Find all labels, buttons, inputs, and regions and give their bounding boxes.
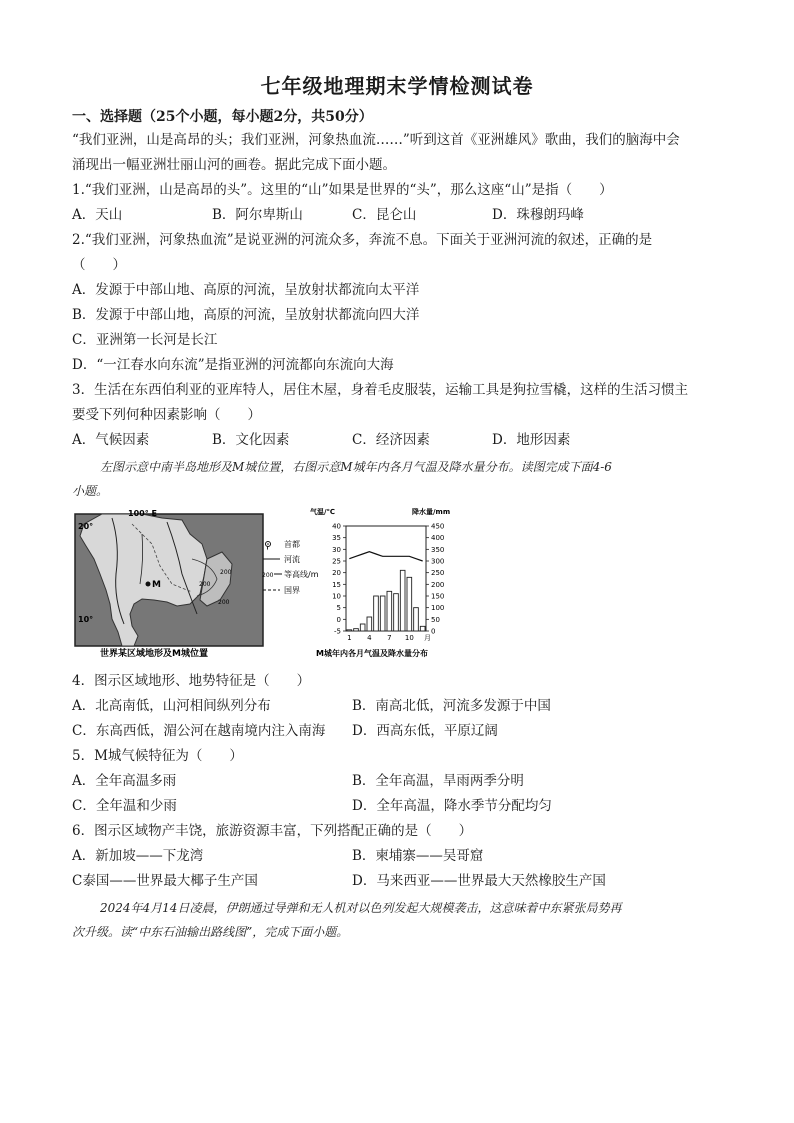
question-3-stem-cont: 要受下列何种因素影响（ ） xyxy=(72,407,261,423)
q1-option-b: B．阿尔卑斯山 xyxy=(212,207,303,223)
page-title: 七年级地理期末学情检测试卷 xyxy=(260,74,534,98)
indochina-map xyxy=(72,504,268,664)
temp-tick-label: 10 xyxy=(332,592,341,601)
precip-bar xyxy=(360,624,365,631)
precip-tick-label: 250 xyxy=(431,569,445,578)
q6-option-d: D．马来西亚——世界最大天然橡胶生产国 xyxy=(352,873,606,889)
city-m-marker xyxy=(146,582,151,587)
temp-tick-label: 5 xyxy=(336,604,341,613)
legend-border: 国界 xyxy=(284,586,300,595)
climate-chart xyxy=(308,504,466,664)
contour-label-1: 200 xyxy=(199,581,211,588)
intro3-line-2: 次升级。读“中东石油输出路线图”，完成下面小题。 xyxy=(72,925,349,939)
q2-option-c: C．亚洲第一长河是长江 xyxy=(72,332,218,348)
temp-tick-label: -5 xyxy=(334,627,341,636)
x-axis-label: 月 xyxy=(424,634,431,642)
legend-contour: 等高线/m xyxy=(284,570,319,579)
temp-tick-label: 40 xyxy=(332,522,341,531)
precip-tick-label: 300 xyxy=(431,557,445,566)
q3-option-d: D．地形因素 xyxy=(492,432,571,448)
q4-option-b: B．南高北低，河流多发源于中国 xyxy=(352,698,551,714)
q4-option-d: D．西高东低，平原辽阔 xyxy=(352,723,498,739)
q5-option-c: C．全年温和少雨 xyxy=(72,798,177,814)
intro2-line-2: 小题。 xyxy=(72,484,109,498)
q3-option-c: C．经济因素 xyxy=(352,432,430,448)
question-5-stem: 5．M城气候特征为（ ） xyxy=(72,748,243,764)
question-2-stem: 2.“我们亚洲，河象热血流”是说亚洲的河流众多，奔流不息。下面关于亚洲河流的叙述，正确的是 xyxy=(72,232,653,248)
question-2-stem-cont: （ ） xyxy=(72,257,126,273)
precip-bar xyxy=(367,617,372,631)
map-caption: 世界某区域地形及M城位置 xyxy=(100,649,208,659)
temp-tick-label: 15 xyxy=(332,580,341,589)
question-1-stem: 1.“我们亚洲，山是高昂的头”。这里的“山”如果是世界的“头”，那么这座“山”是指（ ） xyxy=(72,182,613,198)
precip-bar xyxy=(380,596,385,631)
question-3-stem: 3．生活在东西伯利亚的亚库特人，居住木屋，身着毛皮服装，运输工具是狗拉雪橇，这样的生活习惯主 xyxy=(72,382,689,398)
question-4-stem: 4．图示区域地形、地势特征是（ ） xyxy=(72,673,311,689)
q2-option-a: A．发源于中部山地、高原的河流，呈放射状都流向太平洋 xyxy=(72,282,420,298)
intro3-line-1: 2024年4月14日凌晨，伊朗通过导弹和无人机对以色列发起大规模袭击，这意味着中东紧张局势再 xyxy=(100,901,622,915)
q3-option-b: B．文化因素 xyxy=(212,432,290,448)
precip-bar xyxy=(400,570,405,631)
precip-tick-label: 50 xyxy=(431,615,440,624)
temp-axis-label: 气温/℃ xyxy=(310,508,336,516)
precip-bar xyxy=(354,629,359,631)
precip-bar xyxy=(374,596,379,631)
precip-tick-label: 100 xyxy=(431,604,445,613)
intro-line-1: “我们亚洲，山是高昂的头；我们亚洲，河象热血流……”听到这首《亚洲雄风》歌曲，我们的脑海中会 xyxy=(72,132,680,148)
month-tick-label: 10 xyxy=(404,634,414,642)
precip-axis-label: 降水量/mm xyxy=(412,508,451,516)
q6-option-b: B．柬埔寨——吴哥窟 xyxy=(352,848,484,864)
q5-option-b: B．全年高温，旱雨两季分明 xyxy=(352,773,524,789)
q1-option-d: D．珠穆朗玛峰 xyxy=(492,207,584,223)
q2-option-b: B．发源于中部山地，高原的河流，呈放射状都流向四大洋 xyxy=(72,307,420,323)
legend-contour-value: 200 xyxy=(262,572,274,579)
precip-tick-label: 0 xyxy=(431,627,436,636)
temp-tick-label: 25 xyxy=(332,557,341,566)
precip-bar xyxy=(414,608,419,631)
q6-option-a: A．新加坡——下龙湾 xyxy=(72,848,204,864)
lat10-label: 10° xyxy=(78,615,94,624)
q1-option-a: A．天山 xyxy=(72,207,123,223)
question-6-stem: 6．图示区域物产丰饶，旅游资源丰富，下列搭配正确的是（ ） xyxy=(72,823,473,839)
q1-option-c: C．昆仑山 xyxy=(352,207,417,223)
contour-label-2: 200 xyxy=(220,569,232,576)
contour-label-3: 200 xyxy=(218,599,230,606)
precip-bar xyxy=(347,630,352,631)
lon-label: 100° E xyxy=(128,509,157,518)
precip-bar xyxy=(387,591,392,631)
temp-tick-label: 0 xyxy=(336,615,341,624)
month-tick-label: 4 xyxy=(367,634,372,642)
q5-option-a: A．全年高温多雨 xyxy=(72,773,177,789)
chart-caption: M城年内各月气温及降水量分布 xyxy=(316,649,428,658)
q4-option-c: C．东高西低，湄公河在越南境内注入南海 xyxy=(72,723,326,739)
month-tick-label: 1 xyxy=(347,634,352,642)
q3-option-a: A．气候因素 xyxy=(72,432,150,448)
temp-tick-label: 35 xyxy=(332,534,341,543)
precip-bar xyxy=(407,577,412,631)
lat20-label: 20° xyxy=(78,522,94,531)
temp-tick-label: 20 xyxy=(332,569,341,578)
intro2-line-1: 左图示意中南半岛地形及M城位置，右图示意M城年内各月气温及降水量分布。读图完成下面4-6 xyxy=(100,460,612,474)
precip-tick-label: 400 xyxy=(431,534,445,543)
precip-tick-label: 350 xyxy=(431,545,445,554)
precip-bar xyxy=(394,594,399,631)
precip-tick-label: 150 xyxy=(431,592,445,601)
intro-line-2: 涌现出一幅亚洲壮丽山河的画卷。据此完成下面小题。 xyxy=(72,157,396,173)
month-tick-label: 7 xyxy=(387,634,392,642)
q4-option-a: A．北高南低，山河相间纵列分布 xyxy=(72,698,271,714)
city-m-label: M xyxy=(152,580,161,590)
temp-tick-label: 30 xyxy=(332,545,341,554)
precip-tick-label: 450 xyxy=(431,522,445,531)
legend-river: 河流 xyxy=(284,555,300,564)
q2-option-d: D．“一江春水向东流”是指亚洲的河流都向东流向大海 xyxy=(72,357,394,373)
precip-tick-label: 200 xyxy=(431,580,445,589)
section-heading: 一、选择题（25个小题，每小题2分，共50分） xyxy=(72,109,373,125)
q5-option-d: D．全年高温，降水季节分配均匀 xyxy=(352,798,552,814)
legend-capital: 首都 xyxy=(284,540,300,549)
precip-bar xyxy=(420,626,425,631)
q6-option-c: C泰国——世界最大椰子生产国 xyxy=(72,873,258,889)
